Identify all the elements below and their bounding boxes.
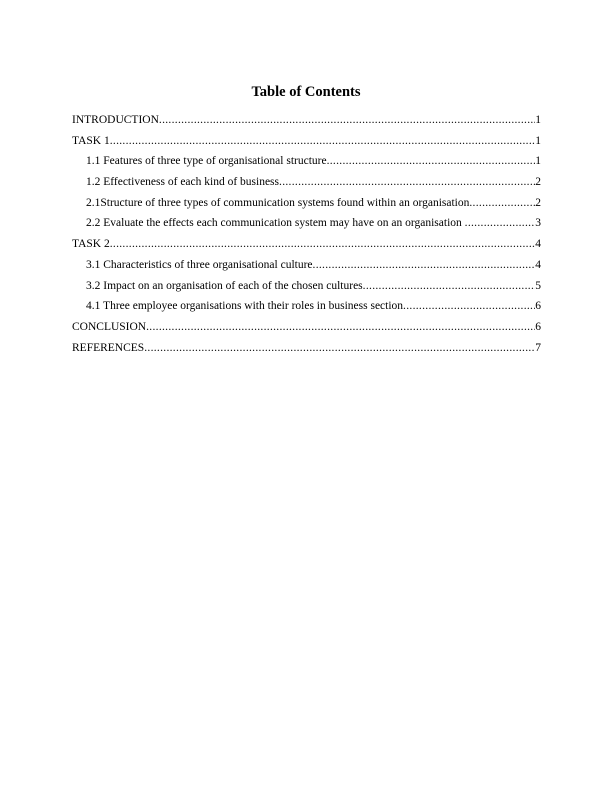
toc-entry-page-number: 2 bbox=[535, 196, 541, 209]
toc-entry-1-2[interactable] bbox=[72, 174, 541, 195]
dot-leader bbox=[159, 112, 535, 128]
toc-entry-label: 1.2 Effectiveness of each kind of business bbox=[86, 176, 280, 189]
toc-entry-label: 1.1 Features of three type of organisational structure bbox=[86, 155, 327, 168]
toc-entry-label: REFERENCES bbox=[72, 341, 145, 354]
dot-leader bbox=[144, 340, 535, 356]
toc-entry-page-number: 3 bbox=[535, 217, 541, 230]
toc-entry-page-number: 6 bbox=[535, 320, 541, 333]
toc-entry-2-2[interactable] bbox=[72, 215, 541, 236]
toc-entry-page-number: 1 bbox=[535, 134, 541, 147]
toc-entry-page-number: 6 bbox=[535, 300, 541, 313]
toc-entry-1-1[interactable] bbox=[72, 153, 541, 174]
dot-leader bbox=[313, 257, 536, 273]
dot-leader bbox=[327, 153, 536, 169]
dot-leader bbox=[465, 215, 536, 231]
toc-entry-page-number: 1 bbox=[535, 155, 541, 168]
toc-entry-page-number: 5 bbox=[535, 279, 541, 292]
toc-entry-introduction[interactable] bbox=[72, 112, 541, 133]
dot-leader bbox=[363, 278, 536, 294]
toc-entry-page-number: 1 bbox=[535, 114, 541, 126]
toc-entry-label: TASK 2 bbox=[72, 238, 110, 251]
toc-entry-4-1[interactable] bbox=[72, 298, 541, 319]
toc-list bbox=[72, 112, 541, 360]
toc-entry-task-1[interactable] bbox=[72, 133, 541, 154]
toc-title: Table of Contents bbox=[251, 84, 361, 100]
dot-leader bbox=[110, 236, 536, 252]
toc-entry-3-1[interactable] bbox=[72, 257, 541, 278]
toc-entry-label: TASK 1 bbox=[72, 134, 110, 147]
dot-leader bbox=[279, 174, 535, 190]
dot-leader bbox=[110, 133, 536, 149]
dot-leader bbox=[469, 195, 535, 211]
toc-entry-page-number: 7 bbox=[535, 341, 541, 354]
toc-entry-label: 4.1 Three employee organisations with their roles in business section bbox=[86, 300, 404, 313]
toc-entry-label: 3.1 Characteristics of three organisational culture bbox=[86, 258, 313, 271]
toc-entry-conclusion[interactable] bbox=[72, 319, 541, 340]
toc-entry-references[interactable] bbox=[72, 340, 541, 361]
toc-entry-label: 2.1Structure of three types of communication systems found within an organisation bbox=[86, 196, 470, 209]
toc-entry-page-number: 2 bbox=[535, 176, 541, 189]
toc-entry-label: CONCLUSION bbox=[72, 320, 147, 333]
toc-entry-label: 2.2 Evaluate the effects each communication system may have on an organisation bbox=[86, 217, 465, 230]
dot-leader bbox=[146, 319, 535, 335]
toc-entry-label: INTRODUCTION bbox=[72, 114, 159, 126]
toc-entry-task-2[interactable] bbox=[72, 236, 541, 257]
toc-entry-label: 3.2 Impact on an organisation of each of the chosen cultures bbox=[86, 279, 363, 292]
dot-leader bbox=[403, 298, 535, 314]
toc-entry-3-2[interactable] bbox=[72, 278, 541, 299]
toc-entry-page-number: 4 bbox=[535, 258, 541, 271]
toc-entry-page-number: 4 bbox=[535, 238, 541, 251]
toc-entry-2-1[interactable] bbox=[72, 195, 541, 216]
